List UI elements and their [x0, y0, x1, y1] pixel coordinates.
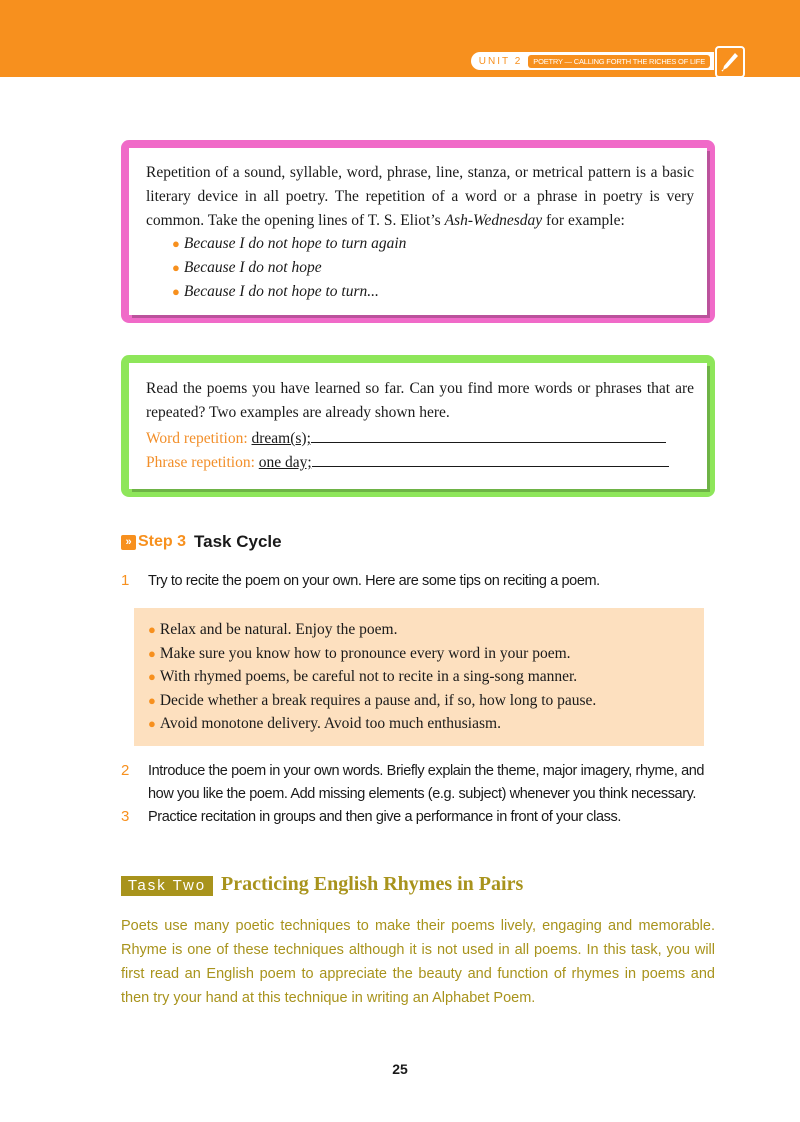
task-tag: Task Two — [121, 876, 213, 896]
unit-title: POETRY — CALLING FORTH THE RICHES OF LIFE — [528, 55, 710, 68]
tip-item: ● Make sure you know how to pronounce every word in your poem. — [148, 645, 571, 662]
task-intro: Poets use many poetic techniques to make their poems lively, engaging and memorable. Rhyme is one of these techniques although it is not used in all poems. In this task, you will first read an English poem to appreciate the beauty and function of rhymes in poems and then try your hand at this technique in writing an Alphabet Poem. — [121, 918, 715, 1006]
work-title: Ash-Wednesday — [444, 212, 543, 229]
bullet-icon: ● — [148, 646, 156, 661]
answer-line[interactable] — [312, 452, 669, 467]
step-title: Task Cycle — [194, 532, 282, 551]
item-text-2a: Introduce the poem in your own words. Briefly explain the theme, major imagery, rhyme, and — [148, 763, 705, 779]
item-text-2b: how you like the poem. Add missing elements (e.g. subject) whenever you think necessary. — [148, 786, 697, 802]
pen-icon — [715, 46, 745, 78]
tip-item: ● With rhymed poems, be careful not to recite in a sing-song manner. — [148, 668, 578, 685]
exercise-paragraph: Read the poems you have learned so far. Can you find more words or phrases that are repeated? Two examples are already shown here. — [146, 380, 694, 421]
quote-line-3: ● Because I do not hope to turn... — [172, 283, 379, 300]
bullet-icon: ● — [148, 693, 156, 708]
bullet-icon: ● — [148, 622, 156, 637]
page-number: 25 — [392, 1061, 408, 1077]
step-number: Step 3 — [138, 533, 187, 550]
item-number: 2 — [121, 762, 130, 779]
tip-item: ● Relax and be natural. Enjoy the poem. — [148, 621, 398, 638]
quote-line-2: ● Because I do not hope — [172, 259, 322, 276]
answer-line[interactable] — [311, 428, 666, 443]
tip-item: ● Avoid monotone delivery. Avoid too much enthusiasm. — [148, 715, 501, 732]
bullet-icon: ● — [172, 260, 180, 275]
bullet-icon: ● — [148, 716, 156, 731]
item-text-3: Practice recitation in groups and then give a performance in front of your class. — [148, 809, 621, 825]
item-number: 3 — [121, 808, 130, 825]
quote-line-1: ● Because I do not hope to turn again — [172, 235, 407, 252]
unit-banner — [471, 52, 714, 70]
word-repetition-row[interactable]: Word repetition: dream(s); — [146, 428, 666, 448]
item-text-1: Try to recite the poem on your own. Here are some tips on reciting a poem. — [148, 573, 600, 589]
unit-label: UNIT 2 — [478, 55, 523, 67]
item-number: 1 — [121, 572, 130, 589]
bullet-icon: ● — [148, 669, 156, 684]
double-chevron-icon: » — [121, 535, 136, 550]
phrase-repetition-row[interactable]: Phrase repetition: one day; — [146, 452, 669, 472]
bullet-icon: ● — [172, 284, 180, 299]
bullet-icon: ● — [172, 236, 180, 251]
tip-item: ● Decide whether a break requires a pause and, if so, how long to pause. — [148, 692, 597, 709]
step-heading — [121, 532, 282, 552]
repetition-paragraph: Repetition of a sound, syllable, word, phrase, line, stanza, or metrical pattern is a basic literary device in all poetry. The repetition of a word or a phrase in poetry is very common. Take the opening lines of T. S. Eliot’s Ash-Wednesday for example: — [146, 164, 694, 229]
task-title: Practicing English Rhymes in Pairs — [221, 873, 524, 895]
